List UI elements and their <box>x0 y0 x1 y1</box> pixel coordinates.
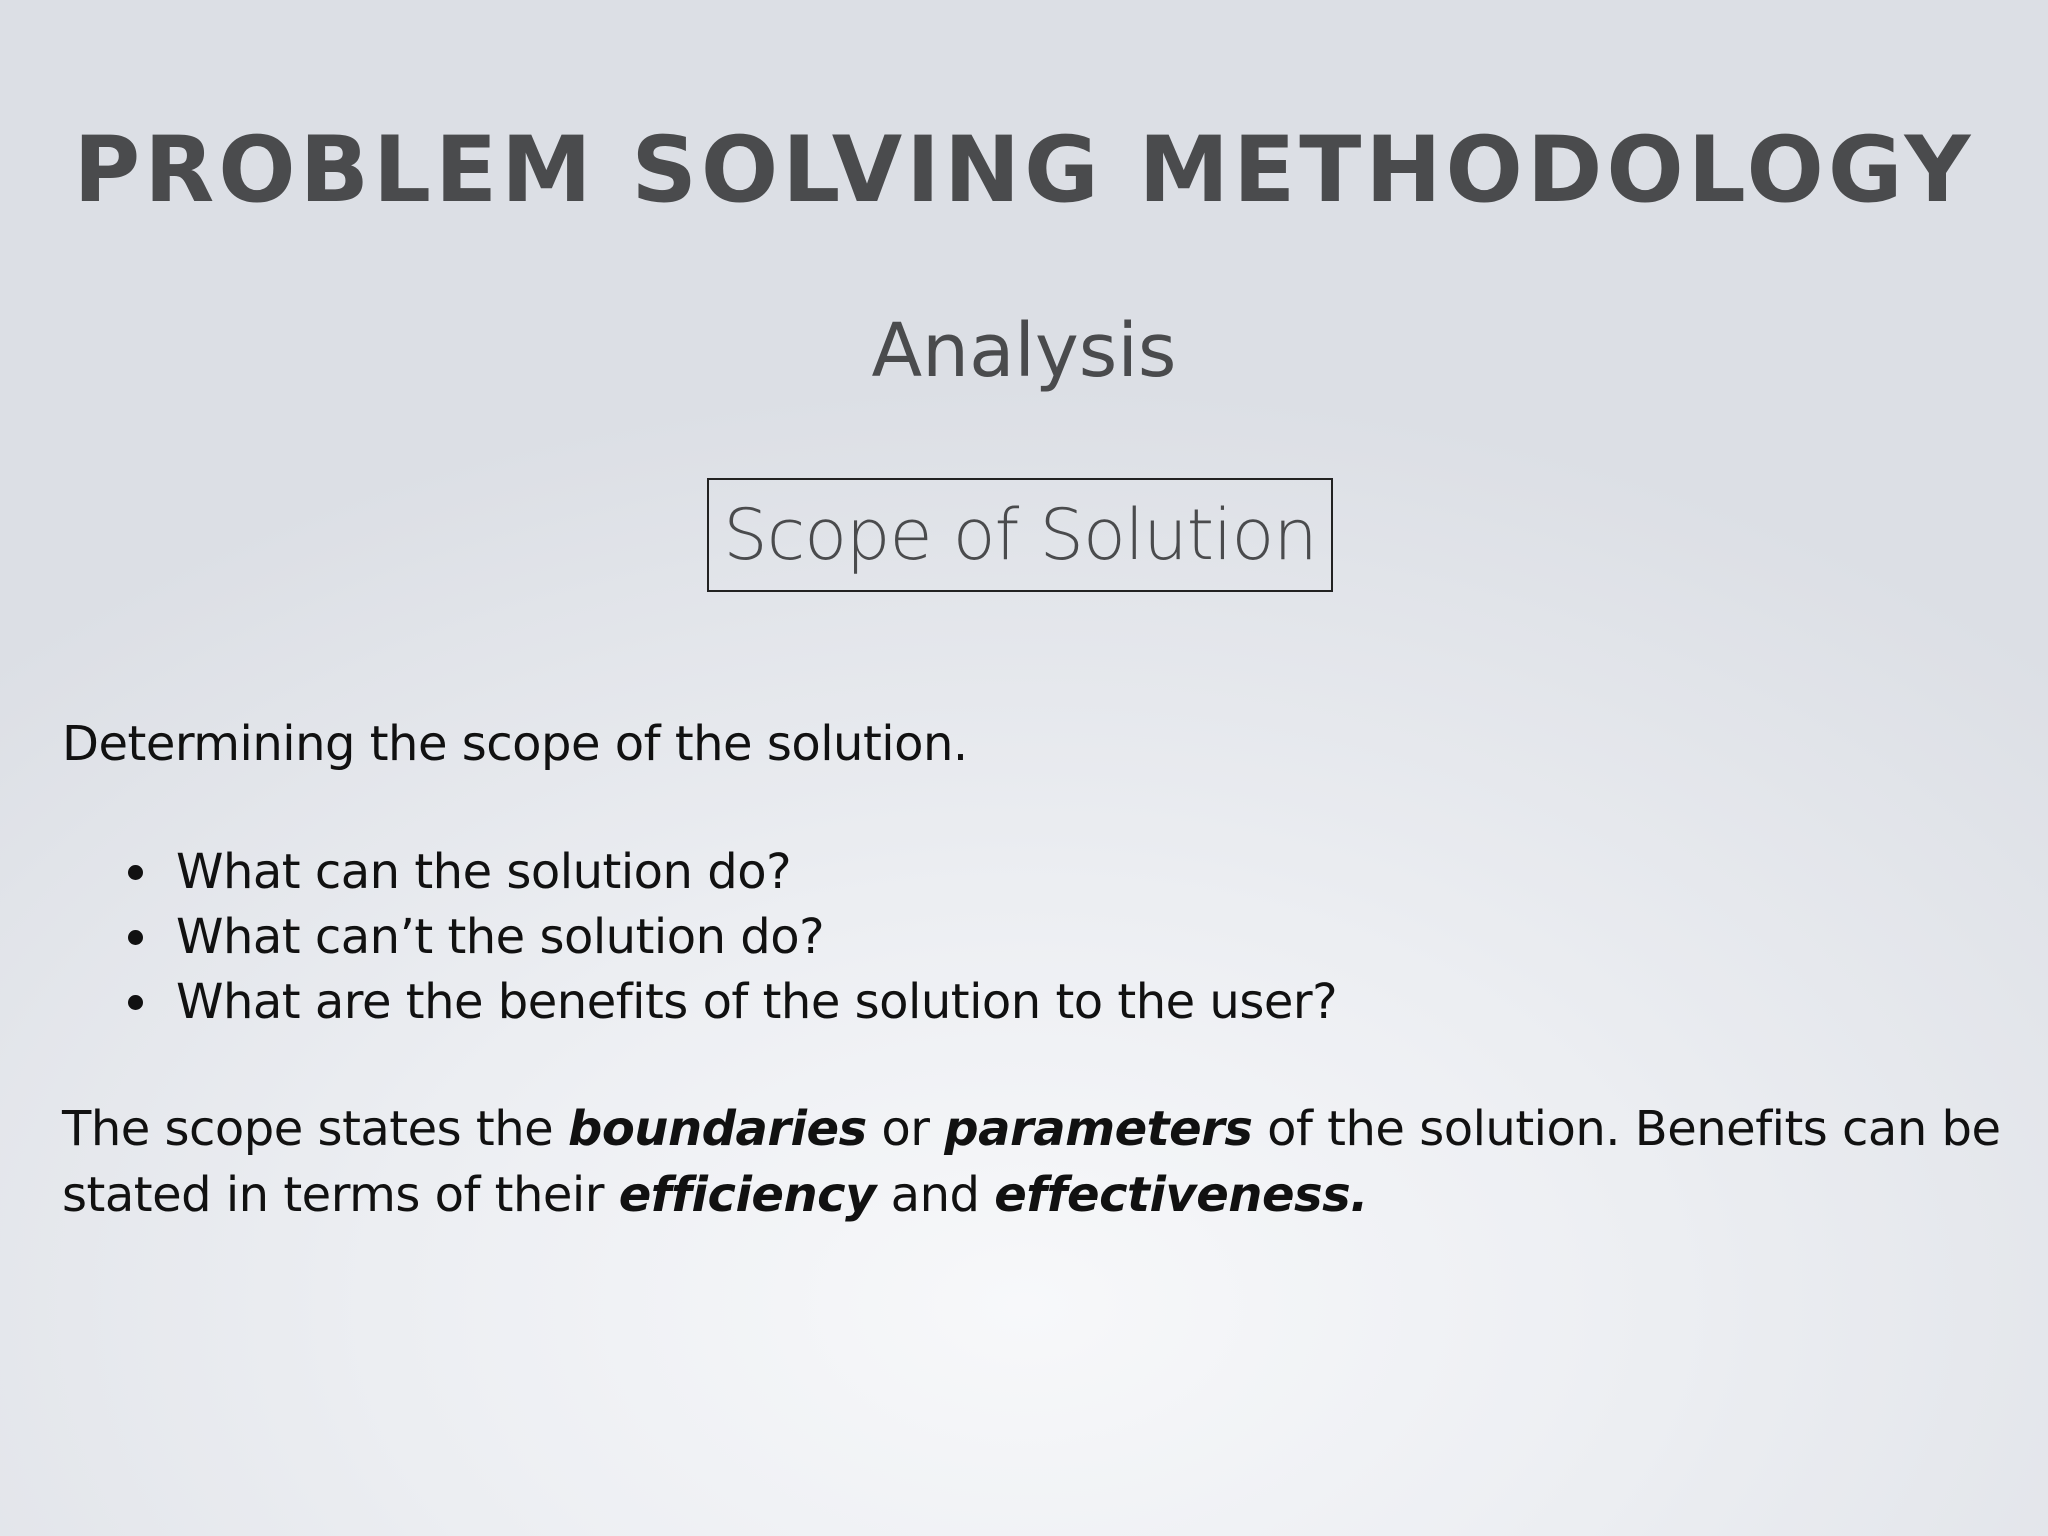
slide-subtitle: Analysis <box>871 308 1177 394</box>
bullet-dot-icon <box>128 865 143 880</box>
closing-text: and <box>875 1167 995 1223</box>
emphasis-term: effectiveness. <box>994 1167 1368 1223</box>
intro-text: Determining the scope of the solution. <box>62 716 968 772</box>
closing-paragraph <box>62 1096 2002 1228</box>
closing-text: of the solution. Benefits can be stated in terms of their <box>62 1101 2001 1223</box>
bullet-text: What can’t the solution do? <box>176 909 825 965</box>
bullet-item <box>120 905 1337 970</box>
emphasis-term: parameters <box>944 1101 1253 1157</box>
bullet-dot-icon <box>128 930 143 945</box>
emphasis-term: boundaries <box>567 1101 867 1157</box>
bullet-item <box>120 970 1337 1035</box>
bullet-item <box>120 840 1337 905</box>
bullet-text: What can the solution do? <box>176 844 792 900</box>
boxed-heading: Scope of Solution <box>723 494 1317 576</box>
closing-text: The scope states the <box>62 1101 568 1157</box>
bullet-list <box>120 840 1337 1035</box>
bullet-dot-icon <box>128 995 143 1010</box>
bullet-text: What are the benefits of the solution to the user? <box>176 974 1338 1030</box>
closing-text: or <box>866 1101 945 1157</box>
slide-title: PROBLEM SOLVING METHODOLOGY <box>73 118 1975 223</box>
emphasis-term: efficiency <box>618 1167 876 1223</box>
boxed-heading-frame <box>707 478 1333 592</box>
